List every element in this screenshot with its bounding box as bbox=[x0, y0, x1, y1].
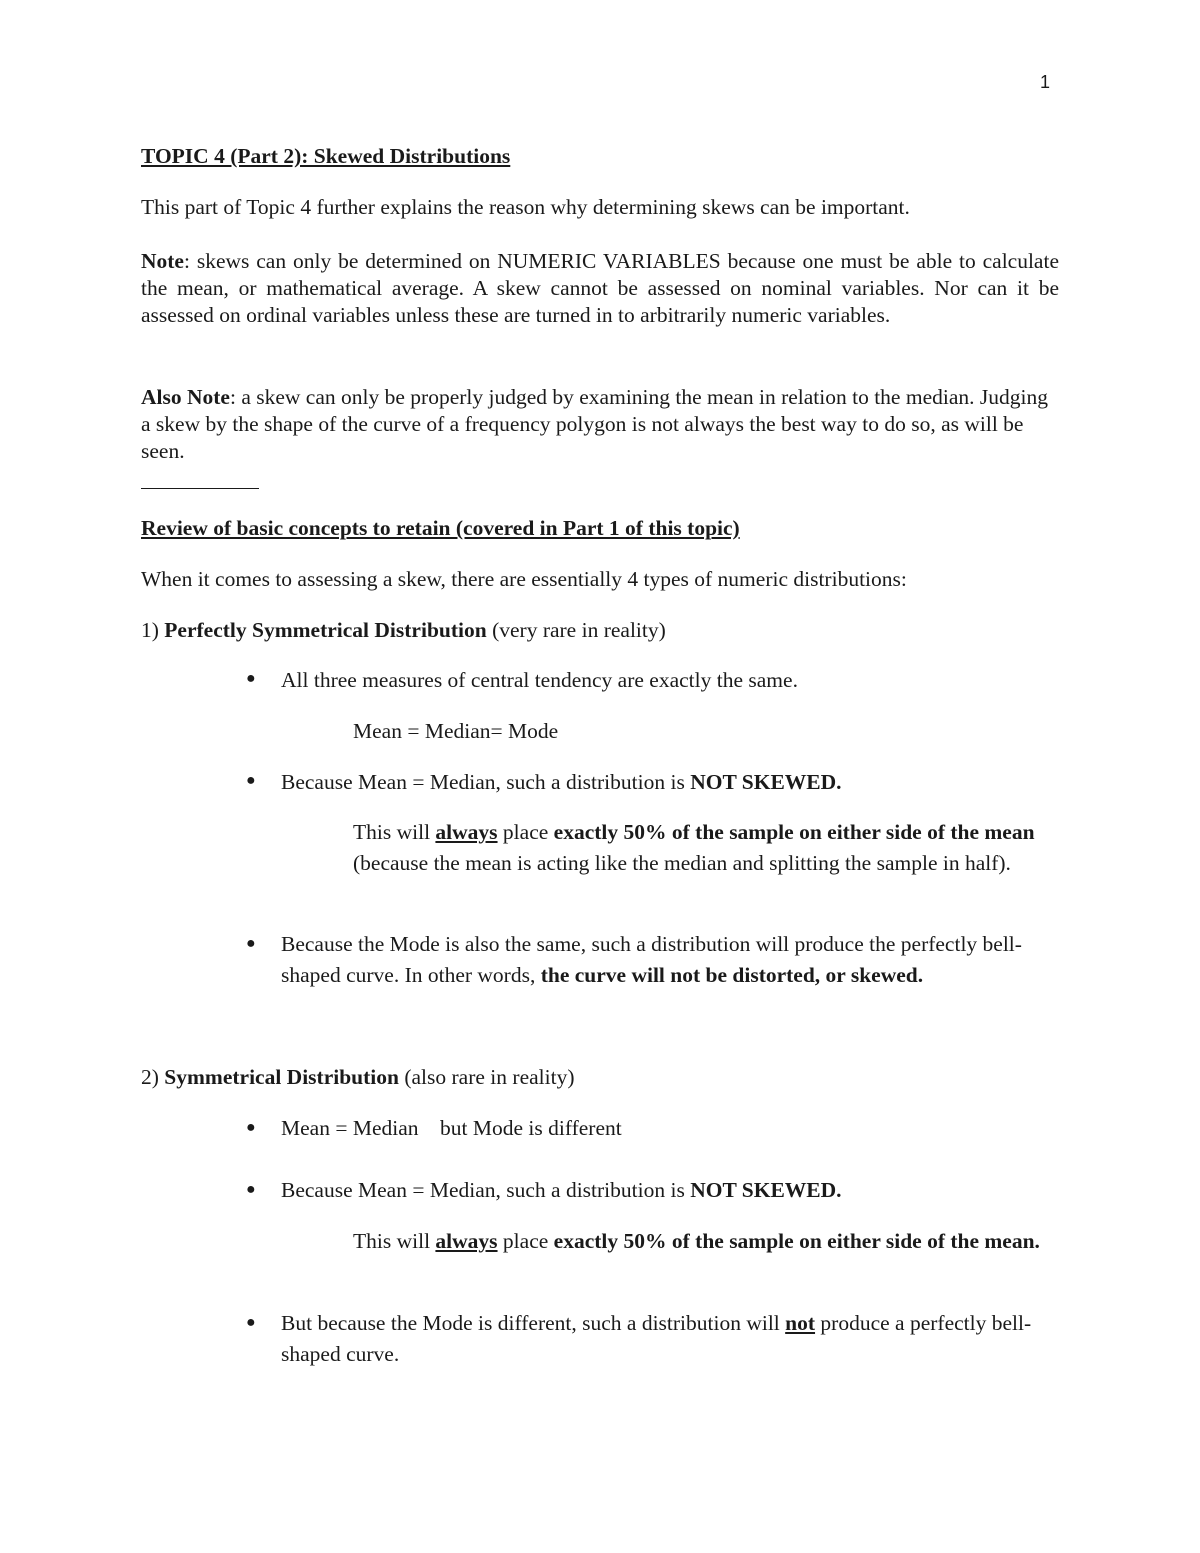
section1-bullet3-text: Because the Mode is also the same, such a distribution will produce the perfectly bell-shaped curve. In other words, bbox=[281, 932, 1022, 987]
section1-bullet2-text: Because Mean = Median, such a distribution is bbox=[281, 770, 691, 794]
section2-ind-mid: place bbox=[497, 1229, 554, 1253]
section2-indented-note bbox=[353, 1226, 1059, 1257]
note-paragraph bbox=[141, 248, 1059, 329]
section1-number: 1) bbox=[141, 618, 165, 642]
section1-ind-post: (because the mean is acting like the median and splitting the sample in half). bbox=[353, 851, 1011, 875]
section2-ind-bold: exactly 50% of the sample on either side of the mean. bbox=[553, 1229, 1040, 1253]
document-title: TOPIC 4 (Part 2): Skewed Distributions bbox=[141, 144, 511, 168]
section1-formula: Mean = Median= Mode bbox=[353, 719, 559, 743]
bullet-icon: ● bbox=[246, 772, 256, 789]
also-note-text: : a skew can only be properly judged by examining the mean in relation to the median. Judging a skew by the shape of the curve of a frequency polygon is not always the best way to do so, as will be seen. bbox=[141, 385, 1048, 463]
section1-always: always bbox=[435, 820, 498, 844]
section1-heading bbox=[141, 617, 1059, 644]
section1-name: Perfectly Symmetrical Distribution bbox=[164, 618, 487, 642]
section2-heading bbox=[141, 1064, 1059, 1091]
section2-bullet1: Mean = Median but Mode is different bbox=[281, 1116, 622, 1140]
section2-bullet2 bbox=[281, 1175, 1061, 1206]
section1-indented-note bbox=[353, 817, 1059, 879]
section2-bullet3-pre: But because the Mode is different, such a distribution will bbox=[281, 1311, 786, 1335]
bullet-icon: ● bbox=[246, 1119, 256, 1136]
bullet-icon: ● bbox=[246, 1314, 256, 1331]
page-number: 1 bbox=[1040, 72, 1051, 92]
also-note-paragraph bbox=[141, 384, 1059, 465]
section2-name: Symmetrical Distribution bbox=[164, 1065, 399, 1089]
section2-qualifier: (also rare in reality) bbox=[398, 1065, 575, 1089]
section2-not: not bbox=[785, 1311, 816, 1335]
note-text: : skews can only be determined on NUMERIC VARIABLES because one must be able to calculate the mean, or mathematical average. A skew cannot be assessed on nominal variables. Nor can it be assessed on ordinal variables unless these are turned in to arbitrarily numeric variables. bbox=[141, 249, 1059, 327]
section1-ind-pre: This will bbox=[353, 820, 436, 844]
note-label: Note bbox=[141, 249, 184, 273]
section1-not-skewed: NOT SKEWED. bbox=[690, 770, 842, 794]
section1-ind-bold: exactly 50% of the sample on either side of the mean bbox=[553, 820, 1035, 844]
section2-bullet3-post: produce a perfectly bell-shaped curve. bbox=[281, 1311, 1032, 1366]
section1-bullet3-bold: the curve will not be distorted, or skewed. bbox=[540, 963, 924, 987]
section1-ind-mid: place bbox=[497, 820, 554, 844]
section1-bullet2 bbox=[281, 767, 1061, 798]
types-intro: When it comes to assessing a skew, there are essentially 4 types of numeric distributions: bbox=[141, 567, 907, 591]
section2-number: 2) bbox=[141, 1065, 165, 1089]
bullet-icon: ● bbox=[246, 935, 256, 952]
section2-bullet3 bbox=[281, 1308, 1061, 1370]
section2-ind-pre: This will bbox=[353, 1229, 436, 1253]
bullet-icon: ● bbox=[246, 670, 256, 687]
review-heading: Review of basic concepts to retain (covered in Part 1 of this topic) bbox=[141, 516, 740, 540]
bullet-icon: ● bbox=[246, 1181, 256, 1198]
intro-paragraph: This part of Topic 4 further explains the reason why determining skews can be important. bbox=[141, 195, 910, 219]
section1-qualifier: (very rare in reality) bbox=[486, 618, 666, 642]
also-note-label: Also Note bbox=[141, 385, 230, 409]
section2-always: always bbox=[435, 1229, 498, 1253]
section1-bullet1: All three measures of central tendency are exactly the same. bbox=[281, 668, 798, 692]
section2-not-skewed: NOT SKEWED. bbox=[690, 1178, 842, 1202]
section-divider bbox=[141, 488, 259, 489]
section2-bullet2-text: Because Mean = Median, such a distribution is bbox=[281, 1178, 691, 1202]
section1-bullet3 bbox=[281, 929, 1061, 991]
